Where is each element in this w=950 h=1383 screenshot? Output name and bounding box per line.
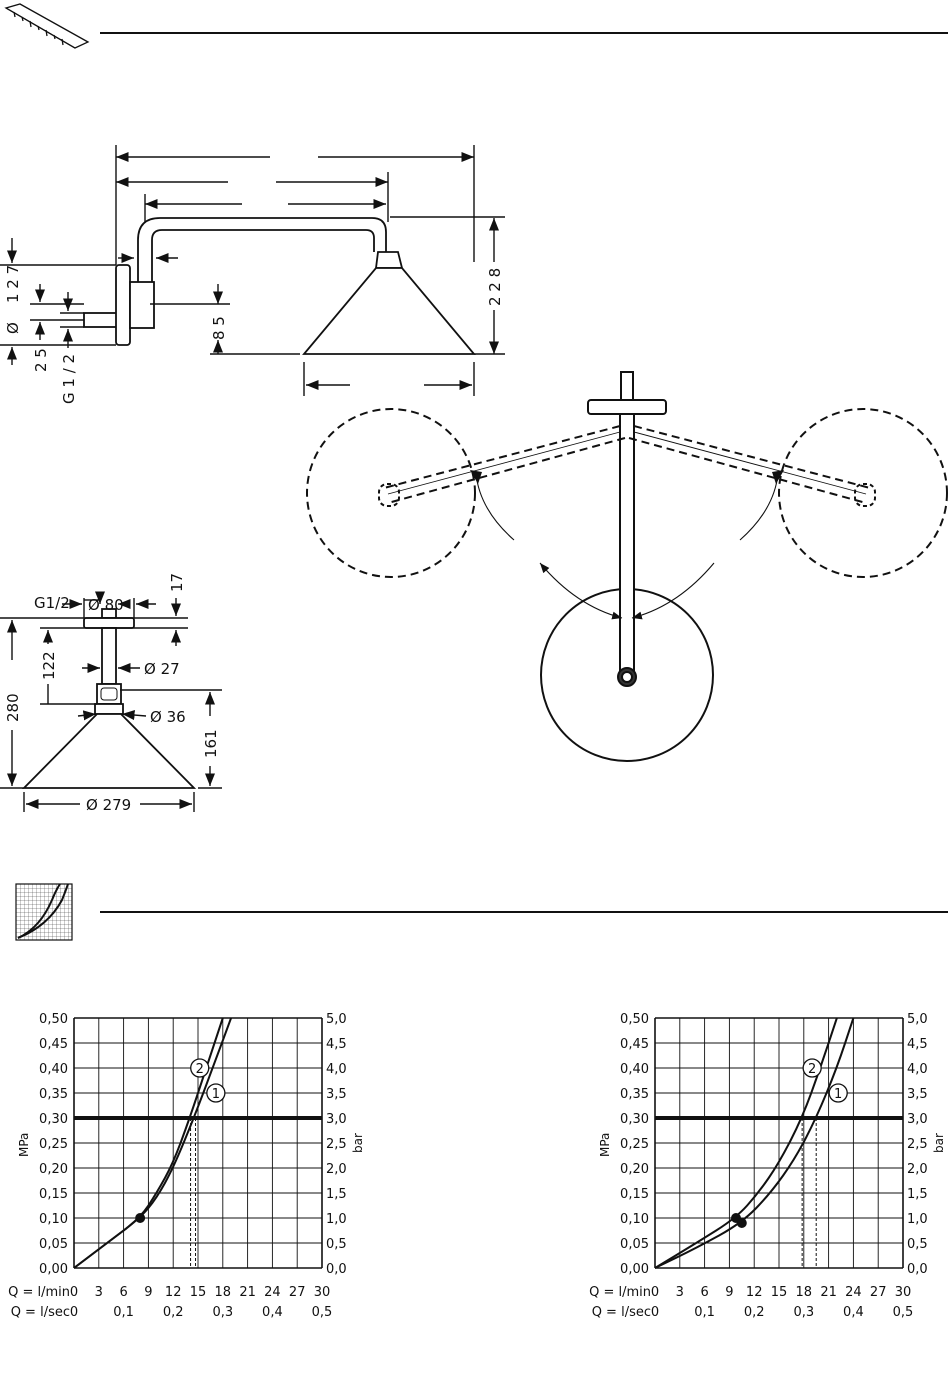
x-tick-lmin: 3: [675, 1285, 684, 1300]
x-tick-lmin: 27: [288, 1285, 306, 1300]
x-tick-lsec: 0,3: [212, 1305, 234, 1320]
x-tick-lsec: 0,2: [162, 1305, 184, 1320]
x-tick-lmin: 0: [69, 1285, 79, 1300]
y-tick-mpa: 0,35: [39, 1087, 68, 1102]
y-tick-bar: 2,0: [326, 1162, 347, 1177]
x-tick-lsec: 0,4: [843, 1305, 864, 1320]
y-tick-bar: 4,5: [907, 1037, 928, 1052]
y-tick-bar: 3,5: [326, 1087, 347, 1102]
x-tick-lsec: 0,1: [694, 1305, 715, 1320]
series-1-label: 1: [211, 1087, 221, 1102]
dim-228: 2 2 8: [486, 267, 504, 306]
y-tick-bar: 5,0: [907, 1012, 928, 1027]
dim-diameter-symbol: Ø: [4, 322, 22, 334]
dim-85: 8 5: [210, 316, 228, 340]
y-tick-mpa: 0,20: [620, 1162, 649, 1177]
y-tick-bar: 0,5: [907, 1237, 928, 1252]
y-tick-bar: 0,0: [326, 1262, 347, 1277]
dim-g12-front: G1/2: [34, 594, 70, 612]
dim-dia-80: Ø 80: [88, 596, 124, 614]
x-tick-lmin: 21: [820, 1285, 837, 1300]
x-axis-label-lsec: Q = l/sec: [591, 1305, 651, 1320]
flow-chart-1: [8, 1012, 365, 1320]
y-tick-bar: 0,0: [907, 1262, 928, 1277]
x-tick-lmin: 3: [94, 1285, 103, 1300]
y-tick-bar: 4,0: [326, 1062, 347, 1077]
y-tick-mpa: 0,40: [620, 1062, 649, 1077]
x-tick-lmin: 21: [239, 1285, 256, 1300]
x-tick-lsec: 0: [650, 1305, 660, 1320]
x-tick-lmin: 9: [725, 1285, 734, 1300]
y-tick-bar: 1,5: [326, 1187, 347, 1202]
y-tick-mpa: 0,05: [620, 1237, 649, 1252]
y-tick-bar: 2,0: [907, 1162, 928, 1177]
flow-chart-section-icon: [16, 884, 72, 940]
swing-arrow-left: [470, 470, 482, 484]
x-tick-lmin: 0: [650, 1285, 660, 1300]
x-tick-lmin: 12: [745, 1285, 763, 1300]
x-tick-lmin: 18: [795, 1285, 813, 1300]
x-tick-lmin: 24: [264, 1285, 281, 1300]
x-tick-lmin: 6: [119, 1285, 128, 1300]
y-tick-mpa: 0,15: [39, 1187, 68, 1202]
x-tick-lmin: 6: [700, 1285, 709, 1300]
y-tick-mpa: 0,25: [39, 1137, 68, 1152]
x-tick-lmin: 30: [313, 1285, 331, 1300]
x-tick-lmin: 18: [214, 1285, 232, 1300]
dimensions-section-icon: [6, 4, 88, 48]
dim-dia-36: Ø 36: [150, 708, 186, 726]
y-tick-mpa: 0,30: [39, 1112, 68, 1127]
x-tick-lsec: 0,3: [793, 1305, 815, 1320]
x-axis-label-lsec: Q = l/sec: [10, 1305, 70, 1320]
axis-label-mpa: MPa: [17, 1132, 31, 1157]
y-tick-mpa: 0,30: [620, 1112, 649, 1127]
y-tick-bar: 1,0: [326, 1212, 347, 1227]
series-2-label: 2: [808, 1062, 817, 1077]
x-tick-lmin: 15: [189, 1285, 207, 1300]
x-axis-label-lmin: Q = l/min: [8, 1285, 70, 1300]
swing-arrow-right: [772, 470, 784, 484]
x-tick-lsec: 0,5: [892, 1305, 914, 1320]
operating-point-marker-2: [737, 1218, 747, 1228]
x-tick-lmin: 30: [894, 1285, 912, 1300]
side-view-drawing: [84, 218, 474, 354]
x-tick-lsec: 0,1: [113, 1305, 134, 1320]
dim-161: 161: [202, 729, 220, 758]
dim-dia-27: Ø 27: [144, 660, 180, 678]
x-tick-lmin: 24: [845, 1285, 862, 1300]
dim-127: 1 2 7: [4, 264, 22, 303]
y-tick-mpa: 0,00: [620, 1262, 649, 1277]
axis-label-mpa: MPa: [598, 1132, 612, 1157]
y-tick-bar: 0,5: [326, 1237, 347, 1252]
dim-25: 2 5: [32, 348, 50, 372]
operating-point-marker: [135, 1213, 145, 1223]
y-tick-bar: 3,0: [326, 1112, 347, 1127]
dim-dia-279: Ø 279: [86, 796, 132, 814]
y-tick-mpa: 0,35: [620, 1087, 649, 1102]
x-tick-lmin: 27: [869, 1285, 887, 1300]
dim-280: 280: [4, 693, 22, 722]
y-tick-mpa: 0,05: [39, 1237, 68, 1252]
x-tick-lsec: 0,2: [743, 1305, 765, 1320]
dim-17: 17: [168, 572, 186, 592]
y-tick-mpa: 0,50: [620, 1012, 649, 1027]
y-tick-bar: 5,0: [326, 1012, 347, 1027]
y-tick-bar: 3,0: [907, 1112, 928, 1127]
x-tick-lmin: 9: [144, 1285, 153, 1300]
axis-label-bar: bar: [932, 1133, 946, 1153]
y-tick-bar: 1,0: [907, 1212, 928, 1227]
y-tick-bar: 1,5: [907, 1187, 928, 1202]
x-tick-lmin: 15: [770, 1285, 788, 1300]
x-axis-label-lmin: Q = l/min: [589, 1285, 651, 1300]
y-tick-mpa: 0,10: [39, 1212, 68, 1227]
x-tick-lmin: 12: [164, 1285, 182, 1300]
front-view-drawing: [24, 609, 194, 788]
top-view-drawing: [307, 372, 947, 761]
x-tick-lsec: 0,5: [311, 1305, 333, 1320]
y-tick-mpa: 0,40: [39, 1062, 68, 1077]
y-tick-mpa: 0,25: [620, 1137, 649, 1152]
y-tick-bar: 3,5: [907, 1087, 928, 1102]
y-tick-mpa: 0,15: [620, 1187, 649, 1202]
y-tick-mpa: 0,45: [620, 1037, 649, 1052]
y-tick-bar: 2,5: [326, 1137, 347, 1152]
series-2-label: 2: [195, 1062, 204, 1077]
y-tick-mpa: 0,45: [39, 1037, 68, 1052]
y-tick-mpa: 0,50: [39, 1012, 68, 1027]
y-tick-bar: 4,5: [326, 1037, 347, 1052]
y-tick-mpa: 0,10: [620, 1212, 649, 1227]
dim-122: 122: [40, 651, 58, 680]
dim-g12-side: G 1 / 2: [60, 353, 78, 404]
series-1-label: 1: [834, 1087, 843, 1102]
x-tick-lsec: 0,4: [262, 1305, 283, 1320]
y-tick-mpa: 0,20: [39, 1162, 68, 1177]
y-tick-bar: 4,0: [907, 1062, 928, 1077]
axis-label-bar: bar: [351, 1133, 365, 1153]
flow-chart-2: [589, 1012, 946, 1320]
y-tick-bar: 2,5: [907, 1137, 928, 1152]
y-tick-mpa: 0,00: [39, 1262, 68, 1277]
x-tick-lsec: 0: [69, 1305, 79, 1320]
